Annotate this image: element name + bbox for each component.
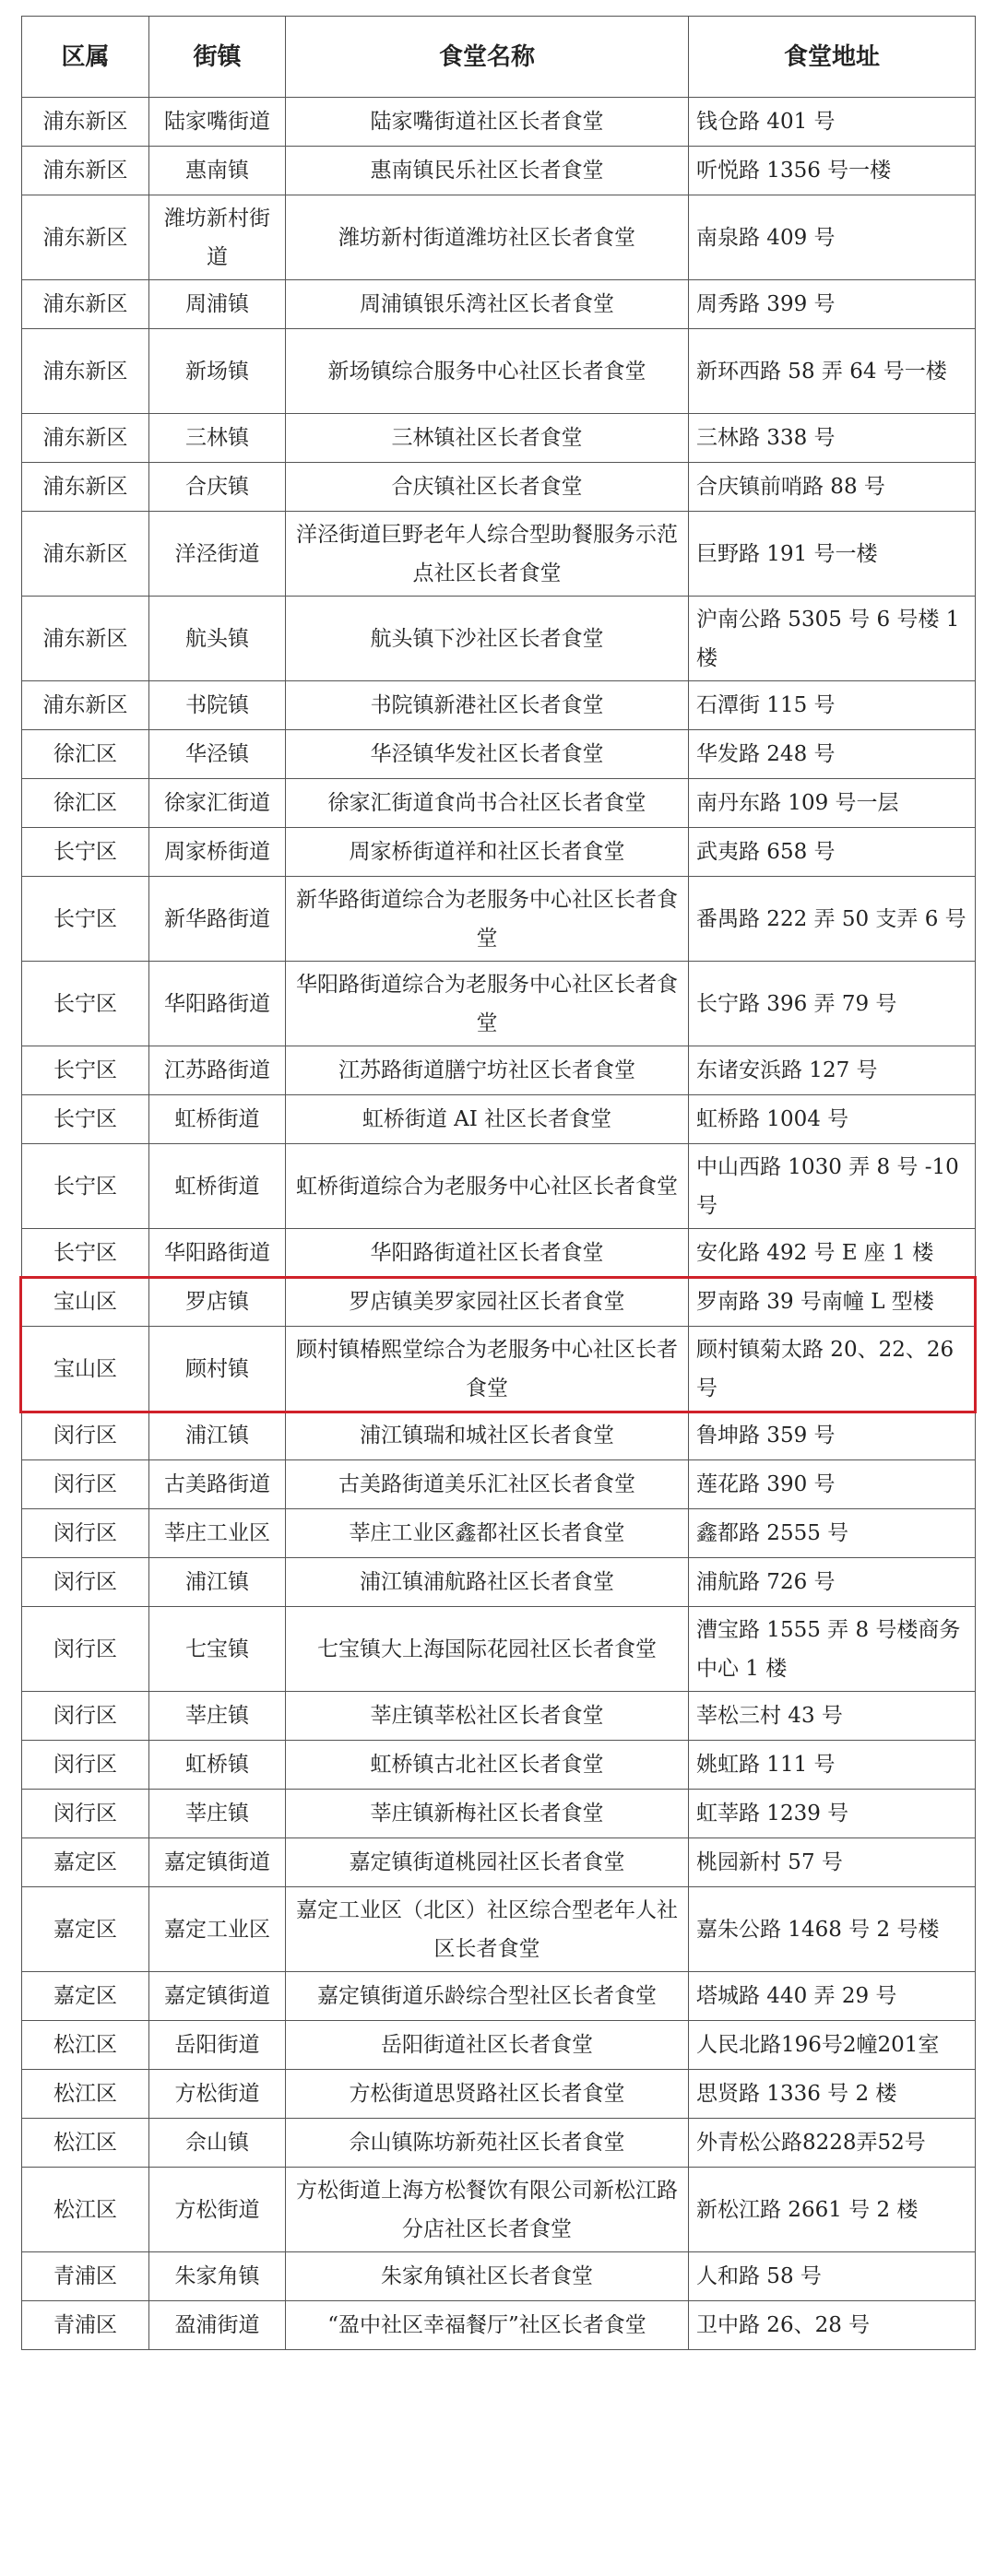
cell-canteen-name: 方松街道上海方松餐饮有限公司新松江路分店社区长者食堂	[286, 2168, 689, 2252]
cell-address: 罗南路 39 号南幢 L 型楼	[689, 1278, 976, 1327]
cell-street: 浦江镇	[149, 1558, 286, 1607]
table-row	[22, 1838, 976, 1887]
cell-district: 长宁区	[22, 1144, 149, 1229]
table-row	[22, 463, 976, 512]
cell-canteen-name: 虹桥街道综合为老服务中心社区长者食堂	[286, 1144, 689, 1229]
cell-district: 浦东新区	[22, 98, 149, 147]
cell-district: 浦东新区	[22, 329, 149, 414]
cell-canteen-name: 合庆镇社区长者食堂	[286, 463, 689, 512]
cell-district: 闵行区	[22, 1460, 149, 1509]
table-row	[22, 1509, 976, 1558]
table-body	[22, 98, 976, 2350]
cell-street: 新场镇	[149, 329, 286, 414]
cell-street: 虹桥街道	[149, 1095, 286, 1144]
cell-district: 浦东新区	[22, 681, 149, 730]
table-row	[22, 1229, 976, 1278]
cell-district: 徐汇区	[22, 730, 149, 779]
cell-canteen-name: 朱家角镇社区长者食堂	[286, 2252, 689, 2301]
table-row	[22, 2252, 976, 2301]
cell-district: 浦东新区	[22, 195, 149, 280]
cell-street: 顾村镇	[149, 1327, 286, 1412]
cell-street: 朱家角镇	[149, 2252, 286, 2301]
canteen-table	[21, 16, 976, 2350]
cell-street: 华阳路街道	[149, 1229, 286, 1278]
cell-district: 松江区	[22, 2168, 149, 2252]
cell-district: 闵行区	[22, 1692, 149, 1741]
cell-canteen-name: 嘉定镇街道桃园社区长者食堂	[286, 1838, 689, 1887]
cell-address: 安化路 492 号 E 座 1 楼	[689, 1229, 976, 1278]
table-row	[22, 597, 976, 681]
table-row	[22, 681, 976, 730]
table-row	[22, 280, 976, 329]
cell-street: 周浦镇	[149, 280, 286, 329]
table-row	[22, 1741, 976, 1790]
cell-district: 浦东新区	[22, 463, 149, 512]
cell-district: 闵行区	[22, 1741, 149, 1790]
cell-district: 长宁区	[22, 828, 149, 877]
cell-district: 嘉定区	[22, 1838, 149, 1887]
cell-address: 桃园新村 57 号	[689, 1838, 976, 1887]
table-row	[22, 329, 976, 414]
cell-canteen-name: 岳阳街道社区长者食堂	[286, 2021, 689, 2070]
table-row	[22, 1460, 976, 1509]
cell-district: 嘉定区	[22, 1972, 149, 2021]
cell-street: 七宝镇	[149, 1607, 286, 1692]
cell-canteen-name: 新华路街道综合为老服务中心社区长者食堂	[286, 877, 689, 962]
cell-street: 方松街道	[149, 2070, 286, 2119]
cell-address: 莘松三村 43 号	[689, 1692, 976, 1741]
cell-canteen-name: 嘉定镇街道乐龄综合型社区长者食堂	[286, 1972, 689, 2021]
cell-district: 浦东新区	[22, 147, 149, 195]
cell-district: 长宁区	[22, 877, 149, 962]
cell-district: 长宁区	[22, 962, 149, 1046]
table-row	[22, 1887, 976, 1972]
cell-address: 南丹东路 109 号一层	[689, 779, 976, 828]
cell-district: 嘉定区	[22, 1887, 149, 1972]
cell-address: 武夷路 658 号	[689, 828, 976, 877]
table-row	[22, 1558, 976, 1607]
cell-street: 新华路街道	[149, 877, 286, 962]
cell-street: 合庆镇	[149, 463, 286, 512]
header-canteen-name: 食堂名称	[286, 17, 689, 98]
cell-canteen-name: 顾村镇椿熙堂综合为老服务中心社区长者食堂	[286, 1327, 689, 1412]
cell-street: 惠南镇	[149, 147, 286, 195]
table-row	[22, 1327, 976, 1412]
cell-district: 宝山区	[22, 1327, 149, 1412]
cell-district: 长宁区	[22, 1046, 149, 1095]
cell-district: 浦东新区	[22, 597, 149, 681]
cell-canteen-name: 书院镇新港社区长者食堂	[286, 681, 689, 730]
cell-address: 南泉路 409 号	[689, 195, 976, 280]
cell-address: 听悦路 1356 号一楼	[689, 147, 976, 195]
cell-canteen-name: 莘庄镇新梅社区长者食堂	[286, 1790, 689, 1838]
cell-street: 嘉定工业区	[149, 1887, 286, 1972]
cell-address: 合庆镇前哨路 88 号	[689, 463, 976, 512]
cell-address: 虹桥路 1004 号	[689, 1095, 976, 1144]
cell-address: 长宁路 396 弄 79 号	[689, 962, 976, 1046]
table-row	[22, 828, 976, 877]
cell-district: 闵行区	[22, 1558, 149, 1607]
cell-canteen-name: 周家桥街道祥和社区长者食堂	[286, 828, 689, 877]
cell-district: 宝山区	[22, 1278, 149, 1327]
cell-district: 青浦区	[22, 2301, 149, 2350]
cell-address: 番禺路 222 弄 50 支弄 6 号	[689, 877, 976, 962]
table-row	[22, 195, 976, 280]
cell-street: 华阳路街道	[149, 962, 286, 1046]
cell-address: 浦航路 726 号	[689, 1558, 976, 1607]
cell-canteen-name: “盈中社区幸福餐厅”社区长者食堂	[286, 2301, 689, 2350]
cell-street: 古美路街道	[149, 1460, 286, 1509]
cell-address: 塔城路 440 弄 29 号	[689, 1972, 976, 2021]
cell-canteen-name: 佘山镇陈坊新苑社区长者食堂	[286, 2119, 689, 2168]
cell-address: 新环西路 58 弄 64 号一楼	[689, 329, 976, 414]
table-row	[22, 962, 976, 1046]
cell-address: 周秀路 399 号	[689, 280, 976, 329]
table-row	[22, 1412, 976, 1460]
cell-canteen-name: 洋泾街道巨野老年人综合型助餐服务示范点社区长者食堂	[286, 512, 689, 597]
cell-district: 浦东新区	[22, 414, 149, 463]
table-row	[22, 1144, 976, 1229]
cell-address: 外青松公路8228弄52号	[689, 2119, 976, 2168]
table-row	[22, 147, 976, 195]
cell-address: 三林路 338 号	[689, 414, 976, 463]
cell-address: 思贤路 1336 号 2 楼	[689, 2070, 976, 2119]
cell-district: 浦东新区	[22, 512, 149, 597]
cell-address: 钱仓路 401 号	[689, 98, 976, 147]
cell-address: 沪南公路 5305 号 6 号楼 1 楼	[689, 597, 976, 681]
cell-canteen-name: 七宝镇大上海国际花园社区长者食堂	[286, 1607, 689, 1692]
cell-canteen-name: 古美路街道美乐汇社区长者食堂	[286, 1460, 689, 1509]
cell-district: 徐汇区	[22, 779, 149, 828]
cell-canteen-name: 嘉定工业区（北区）社区综合型老年人社区长者食堂	[286, 1887, 689, 1972]
cell-canteen-name: 方松街道思贤路社区长者食堂	[286, 2070, 689, 2119]
cell-address: 东诸安浜路 127 号	[689, 1046, 976, 1095]
cell-street: 潍坊新村街道	[149, 195, 286, 280]
cell-district: 松江区	[22, 2070, 149, 2119]
cell-canteen-name: 浦江镇瑞和城社区长者食堂	[286, 1412, 689, 1460]
cell-street: 三林镇	[149, 414, 286, 463]
cell-street: 书院镇	[149, 681, 286, 730]
cell-district: 闵行区	[22, 1607, 149, 1692]
cell-district: 闵行区	[22, 1412, 149, 1460]
cell-street: 罗店镇	[149, 1278, 286, 1327]
cell-district: 长宁区	[22, 1229, 149, 1278]
table-row	[22, 2070, 976, 2119]
cell-canteen-name: 虹桥镇古北社区长者食堂	[286, 1741, 689, 1790]
cell-district: 松江区	[22, 2021, 149, 2070]
header-canteen-address: 食堂地址	[689, 17, 976, 98]
cell-street: 洋泾街道	[149, 512, 286, 597]
cell-address: 石潭街 115 号	[689, 681, 976, 730]
cell-address: 华发路 248 号	[689, 730, 976, 779]
cell-street: 徐家汇街道	[149, 779, 286, 828]
table-row	[22, 98, 976, 147]
cell-canteen-name: 华阳路街道综合为老服务中心社区长者食堂	[286, 962, 689, 1046]
table-row	[22, 2168, 976, 2252]
cell-address: 姚虹路 111 号	[689, 1741, 976, 1790]
cell-street: 华泾镇	[149, 730, 286, 779]
table-row	[22, 1278, 976, 1327]
cell-canteen-name: 莘庄镇莘松社区长者食堂	[286, 1692, 689, 1741]
cell-canteen-name: 陆家嘴街道社区长者食堂	[286, 98, 689, 147]
cell-district: 松江区	[22, 2119, 149, 2168]
cell-street: 莘庄镇	[149, 1692, 286, 1741]
table-row	[22, 1692, 976, 1741]
table-row	[22, 1607, 976, 1692]
cell-canteen-name: 江苏路街道膳宁坊社区长者食堂	[286, 1046, 689, 1095]
cell-canteen-name: 航头镇下沙社区长者食堂	[286, 597, 689, 681]
cell-canteen-name: 华泾镇华发社区长者食堂	[286, 730, 689, 779]
table-row	[22, 2301, 976, 2350]
table-row	[22, 1046, 976, 1095]
table-row	[22, 1095, 976, 1144]
cell-canteen-name: 浦江镇浦航路社区长者食堂	[286, 1558, 689, 1607]
cell-street: 佘山镇	[149, 2119, 286, 2168]
cell-canteen-name: 新场镇综合服务中心社区长者食堂	[286, 329, 689, 414]
canteen-list-sheet	[21, 16, 975, 2350]
table-row	[22, 730, 976, 779]
cell-street: 浦江镇	[149, 1412, 286, 1460]
cell-district: 闵行区	[22, 1509, 149, 1558]
table-row	[22, 779, 976, 828]
header-district: 区属	[22, 17, 149, 98]
cell-canteen-name: 华阳路街道社区长者食堂	[286, 1229, 689, 1278]
cell-address: 鑫都路 2555 号	[689, 1509, 976, 1558]
cell-address: 新松江路 2661 号 2 楼	[689, 2168, 976, 2252]
cell-street: 莘庄工业区	[149, 1509, 286, 1558]
cell-district: 浦东新区	[22, 280, 149, 329]
cell-street: 虹桥街道	[149, 1144, 286, 1229]
cell-street: 岳阳街道	[149, 2021, 286, 2070]
table-row	[22, 2021, 976, 2070]
cell-address: 人民北路196号2幢201室	[689, 2021, 976, 2070]
cell-street: 周家桥街道	[149, 828, 286, 877]
cell-address: 虹莘路 1239 号	[689, 1790, 976, 1838]
cell-canteen-name: 惠南镇民乐社区长者食堂	[286, 147, 689, 195]
table-row	[22, 414, 976, 463]
cell-canteen-name: 虹桥街道 AI 社区长者食堂	[286, 1095, 689, 1144]
cell-street: 陆家嘴街道	[149, 98, 286, 147]
cell-street: 虹桥镇	[149, 1741, 286, 1790]
cell-canteen-name: 潍坊新村街道潍坊社区长者食堂	[286, 195, 689, 280]
cell-street: 嘉定镇街道	[149, 1972, 286, 2021]
cell-address: 莲花路 390 号	[689, 1460, 976, 1509]
table-header-row	[22, 17, 976, 98]
table-row	[22, 2119, 976, 2168]
cell-district: 长宁区	[22, 1095, 149, 1144]
table-row	[22, 877, 976, 962]
cell-street: 嘉定镇街道	[149, 1838, 286, 1887]
table-row	[22, 1790, 976, 1838]
table-row	[22, 512, 976, 597]
cell-district: 青浦区	[22, 2252, 149, 2301]
cell-address: 鲁坤路 359 号	[689, 1412, 976, 1460]
cell-street: 方松街道	[149, 2168, 286, 2252]
cell-street: 莘庄镇	[149, 1790, 286, 1838]
cell-canteen-name: 莘庄工业区鑫都社区长者食堂	[286, 1509, 689, 1558]
cell-street: 航头镇	[149, 597, 286, 681]
cell-canteen-name: 徐家汇街道食尚书合社区长者食堂	[286, 779, 689, 828]
cell-address: 嘉朱公路 1468 号 2 号楼	[689, 1887, 976, 1972]
cell-canteen-name: 三林镇社区长者食堂	[286, 414, 689, 463]
cell-address: 巨野路 191 号一楼	[689, 512, 976, 597]
cell-address: 卫中路 26、28 号	[689, 2301, 976, 2350]
header-street: 街镇	[149, 17, 286, 98]
table-row	[22, 1972, 976, 2021]
cell-address: 漕宝路 1555 弄 8 号楼商务中心 1 楼	[689, 1607, 976, 1692]
cell-address: 中山西路 1030 弄 8 号 -10 号	[689, 1144, 976, 1229]
cell-address: 顾村镇菊太路 20、22、26 号	[689, 1327, 976, 1412]
cell-address: 人和路 58 号	[689, 2252, 976, 2301]
cell-district: 闵行区	[22, 1790, 149, 1838]
cell-street: 江苏路街道	[149, 1046, 286, 1095]
cell-canteen-name: 周浦镇银乐湾社区长者食堂	[286, 280, 689, 329]
cell-street: 盈浦街道	[149, 2301, 286, 2350]
cell-canteen-name: 罗店镇美罗家园社区长者食堂	[286, 1278, 689, 1327]
